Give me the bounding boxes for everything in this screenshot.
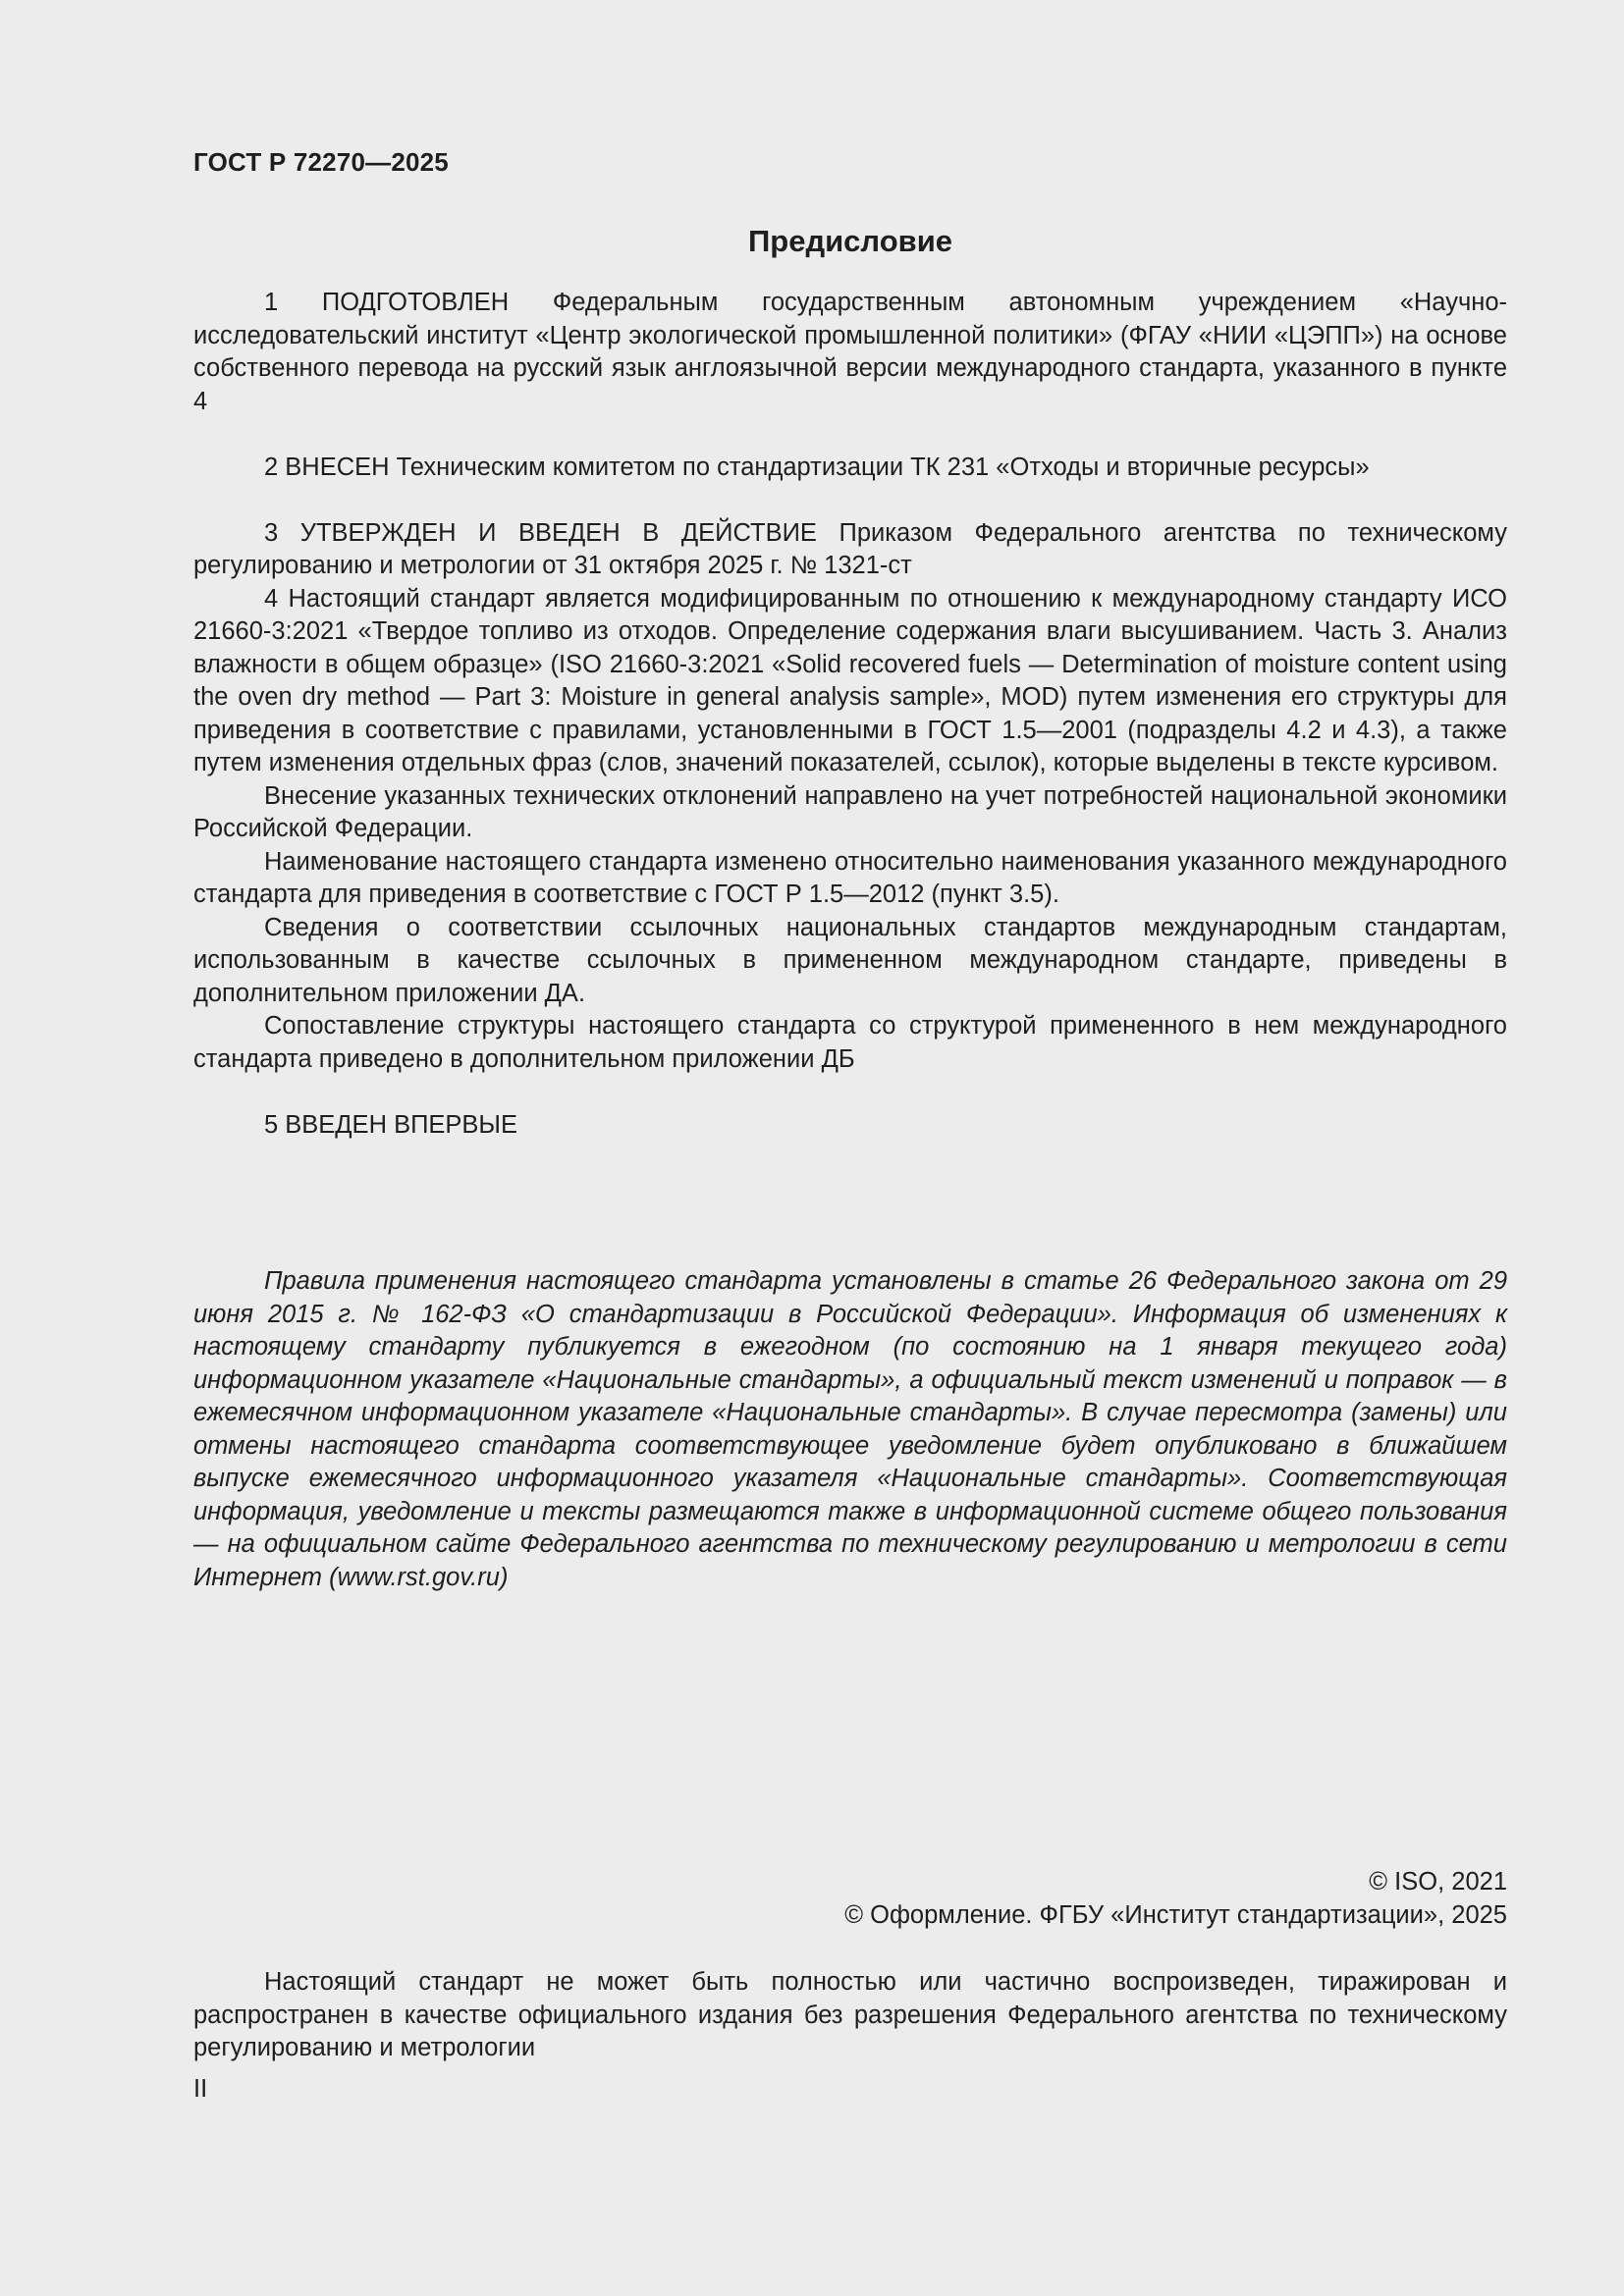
- section-3: 3 УТВЕРЖДЕН И ВВЕДЕН В ДЕЙСТВИЕ Приказом Федерального агентства по техническому регулированию и метрологии от 31 октября 2025 г. № 1321-ст: [193, 518, 1507, 579]
- usage-notice-text: Правила применения настоящего стандарта установлены в статье 26 Федерального закона от 29 июня 2015 г. № 162-ФЗ «О стандартизации в Российской Федерации». Информация об изменениях к настоящему стандарту публикуется в ежегодном (по состоянию на 1 января текущего года) информационном указателе «Национальные стандарты», а официальный текст изменений и поправок — в ежемесячном информационном указателе «Национальные стандарты». В случае пересмотра (замены) или отмены настоящего стандарта соответствующее уведомление будет опубликовано в ближайшем выпуске ежемесячного информационного указателя «Национальные стандарты». Соответствующая информация, уведомление и тексты размещаются также в информационной системе общего пользования — на официальном сайте Федерального агентства по техническому регулированию и метрологии в сети Интернет (www.rst.gov.ru): [193, 1267, 1507, 1591]
- page-title: Предисловие: [747, 224, 952, 258]
- section-4-para-5: Сопоставление структуры настоящего стандарта со структурой примененного в нем международного стандарта приведено в дополнительном приложении ДБ: [193, 1012, 1507, 1073]
- copyright-iso: © ISO, 2021: [1369, 1868, 1507, 1896]
- section-2: 2 ВНЕСЕН Техническим комитетом по стандартизации ТК 231 «Отходы и вторичные ресурсы»: [264, 453, 1370, 481]
- copyright-design: © Оформление. ФГБУ «Институт стандартизации», 2025: [844, 1900, 1507, 1929]
- page-number: II: [193, 2075, 208, 2103]
- foreword-body: [193, 287, 1507, 1142]
- reproduction-notice-text: Настоящий стандарт не может быть полностью или частично воспроизведен, тиражирован и распространен в качестве официального издания без разрешения Федерального агентства по техническому регулированию и метрологии: [193, 1968, 1507, 2061]
- copyright-block: [193, 1866, 1507, 1932]
- usage-notice: [193, 1265, 1507, 1594]
- reproduction-notice: [193, 1966, 1507, 2065]
- section-5: 5 ВВЕДЕН ВПЕРВЫЕ: [264, 1110, 518, 1139]
- section-4-para-4: Сведения о соответствии ссылочных национальных стандартов международным стандартам, использованным в качестве ссылочных в примененном международном стандарте, приведены в дополнительном приложении ДА.: [193, 913, 1507, 1007]
- section-4-para-3: Наименование настоящего стандарта изменено относительно наименования указанного международного стандарта для приведения в соответствие с ГОСТ Р 1.5—2012 (пункт 3.5).: [193, 847, 1507, 908]
- section-4-para-2: Внесение указанных технических отклонений направлено на учет потребностей национальной экономики Российской Федерации.: [193, 781, 1507, 842]
- section-4-para-1: 4 Настоящий стандарт является модифицированным по отношению к международному стандарту ИСО 21660-3:2021 «Твердое топливо из отходов. Определение содержания влаги высушиванием. Часть 3. Анализ влажности в общем образце» (ISO 21660-3:2021 «Solid recovered fuels — Determination of moisture content using the oven dry method — Part 3: Moisture in general analysis sample», MOD) путем изменения его структуры для приведения в соответствие с правилами, установленными в ГОСТ 1.5—2001 (подразделы 4.2 и 4.3), а также путем изменения отдельных фраз (слов, значений показателей, ссылок), которые выделены в тексте курсивом.: [193, 584, 1507, 776]
- section-1: 1 ПОДГОТОВЛЕН Федеральным государственным автономным учреждением «Научно-исследовательский институт «Центр экологической промышленной политики» (ФГАУ «НИИ «ЦЭПП») на основе собственного перевода на русский язык англоязычной версии международного стандарта, указанного в пункте 4: [193, 289, 1507, 415]
- document-code: ГОСТ Р 72270—2025: [193, 147, 449, 177]
